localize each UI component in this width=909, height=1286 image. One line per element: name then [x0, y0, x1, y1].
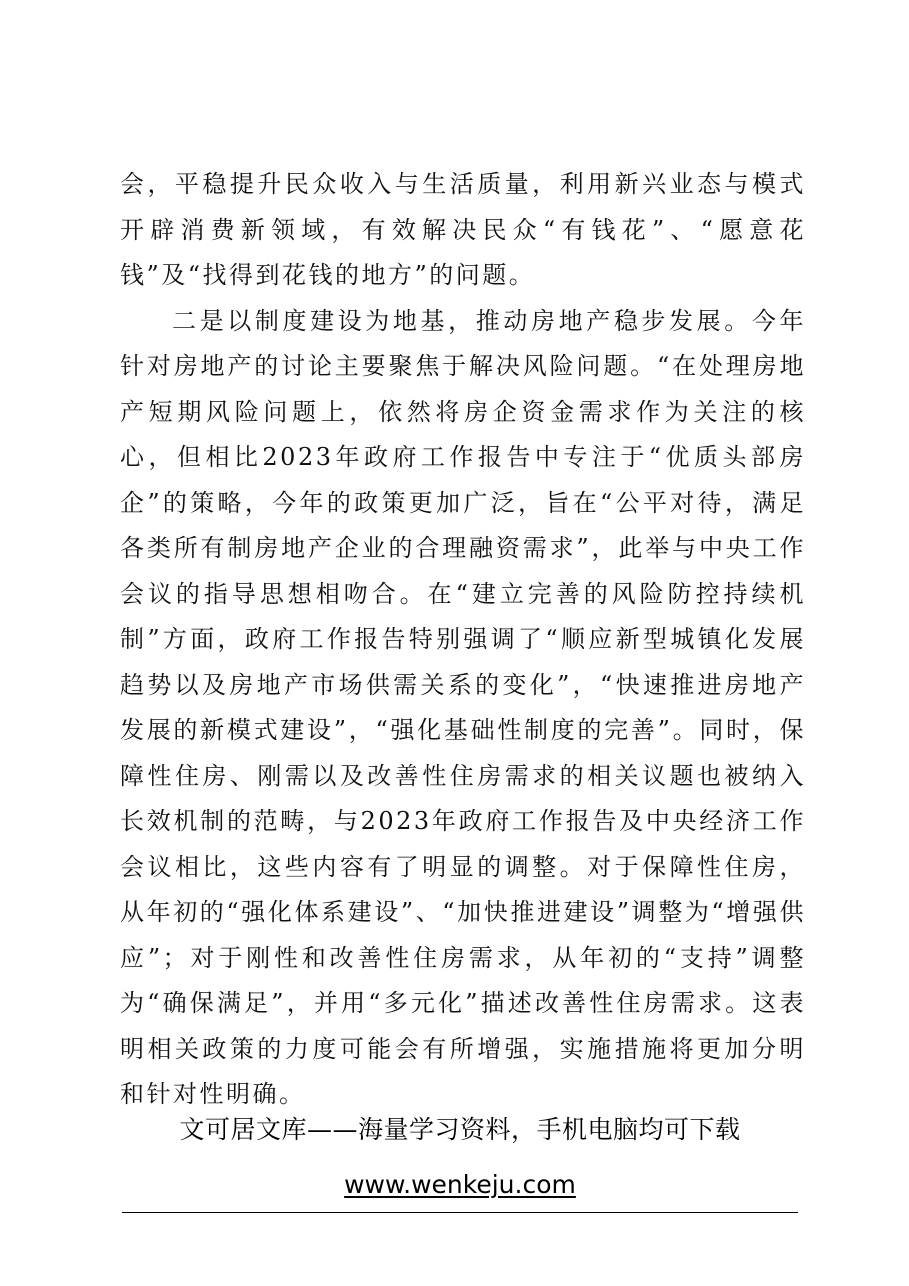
- footer-title: 文可居文库——海量学习资料，手机电脑均可下载: [179, 1115, 741, 1144]
- page-footer: [120, 1110, 800, 1203]
- paragraph-continuation: 会，平稳提升民众收入与生活质量，利用新兴业态与模式开辟消费新领域，有效解决民众“有钱花”、“愿意花钱”及“找得到花钱的地方”的问题。: [120, 170, 806, 289]
- footer-divider: [122, 1212, 798, 1213]
- document-body: [120, 162, 806, 1118]
- footer-url-link[interactable]: www.wenkeju.com: [344, 1170, 576, 1199]
- paragraph-real-estate: 二是以制度建设为地基，推动房地产稳步发展。今年针对房地产的讨论主要聚焦于解决风险问题。“在处理房地产短期风险问题上，依然将房企资金需求作为关注的核心，但相比2023年政府工作报告中专注于“优质头部房企”的策略，今年的政策更加广泛，旨在“公平对待，满足各类所有制房地产企业的合理融资需求”，此举与中央工作会议的指导思想相吻合。在“建立完善的风险防控持续机制”方面，政府工作报告特别强调了“顺应新型城镇化发展趋势以及房地产市场供需关系的变化”，“快速推进房地产发展的新模式建设”，“强化基础性制度的完善”。同时，保障性住房、刚需以及改善性住房需求的相关议题也被纳入长效机制的范畴，与2023年政府工作报告及中央经济工作会议相比，这些内容有了明显的调整。对于保障性住房，从年初的“强化体系建设”、“加快推进建设”调整为“增强供应”；对于刚性和改善性住房需求，从年初的“支持”调整为“确保满足”，并用“多元化”描述改善性住房需求。这表明相关政策的力度可能会有所增强，实施措施将更加分明和针对性明确。: [120, 306, 806, 1108]
